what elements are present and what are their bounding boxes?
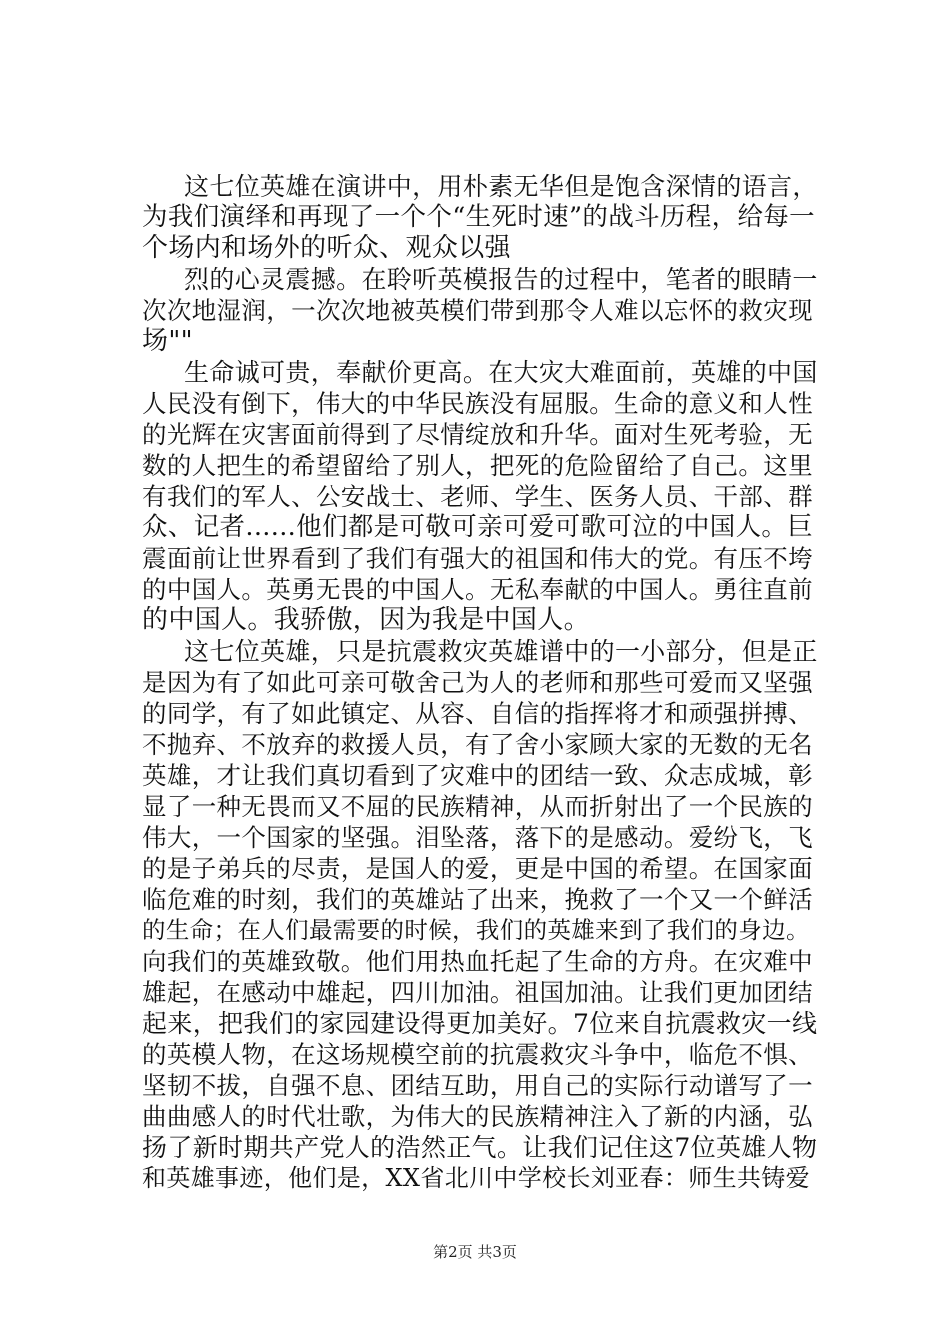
- text-line: 坚韧不拔，自强不息、团结互助，用自己的实际行动谱写了一: [142, 1071, 813, 1100]
- text-line: 的同学，有了如此镇定、从容、自信的指挥将才和顽强拼搏、: [142, 699, 813, 728]
- text-line: 是因为有了如此可亲可敬舍己为人的老师和那些可爱而又坚强: [142, 668, 813, 697]
- text-line: 显了一种无畏而又不屈的民族精神，从而折射出了一个民族的: [142, 792, 813, 821]
- text-line: 向我们的英雄致敬。他们用热血托起了生命的方舟。在灾难中: [142, 947, 813, 976]
- text-line: 起来，把我们的家园建设得更加美好。7位来自抗震救灾一线: [142, 1009, 818, 1038]
- text-line: 众、记者......他们都是可敬可亲可爱可歌可泣的中国人。巨: [142, 512, 814, 542]
- text-line: 临危难的时刻，我们的英雄站了出来，挽救了一个又一个鲜活: [142, 885, 813, 914]
- text-line: 雄起，在感动中雄起，四川加油。祖国加油。让我们更加团结: [142, 978, 813, 1007]
- text-line: 的英模人物，在这场规模空前的抗震救灾斗争中，临危不惧、: [142, 1040, 813, 1069]
- text-line: 的中国人。我骄傲，因为我是中国人。: [142, 605, 590, 635]
- text-line: 伟大，一个国家的坚强。泪坠落，落下的是感动。爱纷飞，飞: [142, 823, 813, 852]
- text-line: 震面前让世界看到了我们有强大的祖国和伟大的党。有压不垮: [142, 544, 813, 573]
- text-line: 和英雄事迹，他们是，XX省北川中学校长刘亚春：师生共铸爱: [142, 1164, 810, 1192]
- text-line: 不抛弃、不放弃的救援人员，有了舍小家顾大家的无数的无名: [142, 730, 813, 759]
- text-line: 人民没有倒下，伟大的中华民族没有屈服。生命的意义和人性: [142, 389, 813, 418]
- text-line: 次次地湿润，一次次地被英模们带到那令人难以忘怀的救灾现: [142, 296, 813, 325]
- document-body: [142, 171, 818, 1194]
- text-line: 英雄，才让我们真切看到了灾难中的团结一致、众志成城，彰: [142, 761, 813, 790]
- text-line: 这七位英雄，只是抗震救灾英雄谱中的一小部分，但是正: [184, 637, 818, 666]
- text-line: 有我们的军人、公安战士、老师、学生、医务人员、干部、群: [142, 482, 813, 511]
- text-line: 曲曲感人的时代壮歌，为伟大的民族精神注入了新的内涵，弘: [142, 1102, 813, 1131]
- text-line: 扬了新时期共产党人的浩然正气。让我们记住这7位英雄人物: [142, 1133, 818, 1162]
- page-footer: [0, 1241, 950, 1262]
- text-line: 的是子弟兵的尽责，是国人的爱，更是中国的希望。在国家面: [142, 854, 813, 883]
- text-line: 的生命；在人们最需要的时候，我们的英雄来到了我们的身边。: [142, 916, 810, 944]
- text-line: 场"": [142, 326, 193, 356]
- text-line: 数的人把生的希望留给了别人，把死的危险留给了自己。这里: [142, 451, 813, 480]
- text-line: 个场内和场外的听众、观众以强: [142, 233, 511, 263]
- text-line: 生命诚可贵，奉献价更高。在大灾大难面前，英雄的中国: [184, 358, 818, 387]
- text-line: 的光辉在灾害面前得到了尽情绽放和升华。面对生死考验，无: [142, 420, 813, 449]
- text-line: 的中国人。英勇无畏的中国人。无私奉献的中国人。勇往直前: [142, 575, 813, 604]
- text-line: 这七位英雄在演讲中，用朴素无华但是饱含深情的语言，: [184, 172, 818, 201]
- page-number-label: 第2页 共3页: [433, 1243, 517, 1261]
- text-line: 烈的心灵震撼。在聆听英模报告的过程中，笔者的眼睛一: [184, 265, 818, 294]
- text-line: 为我们演绎和再现了一个个“生死时速”的战斗历程，给每一: [142, 202, 816, 232]
